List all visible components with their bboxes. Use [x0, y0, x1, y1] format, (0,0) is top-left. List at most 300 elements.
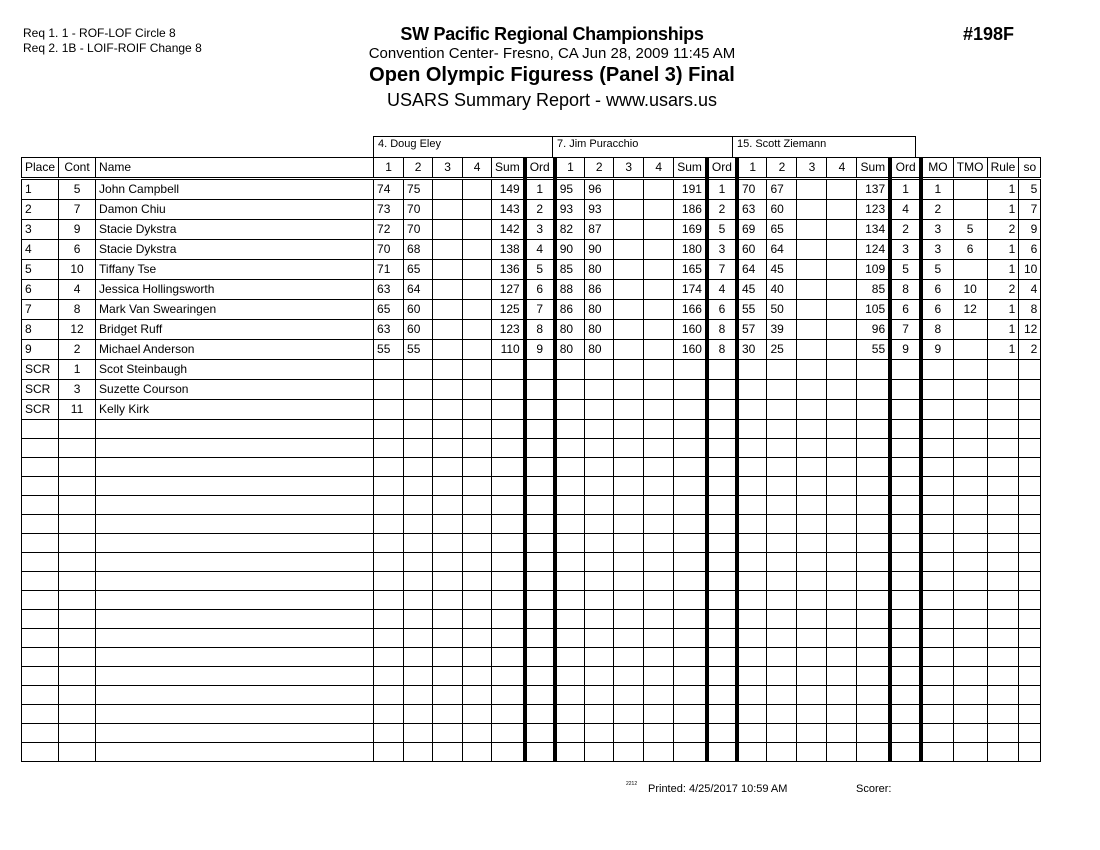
mo-cell: 3 — [921, 220, 953, 240]
judge1-score-4 — [463, 200, 492, 220]
empty-cell — [674, 572, 707, 591]
empty-cell — [22, 572, 59, 591]
empty-cell — [737, 743, 767, 762]
empty-cell — [857, 420, 890, 439]
empty-cell — [707, 496, 737, 515]
judge2-ordinal: 5 — [707, 220, 737, 240]
judge3-score-4 — [827, 200, 857, 220]
empty-cell — [707, 629, 737, 648]
empty-cell — [890, 477, 921, 496]
cont-cell: 7 — [59, 200, 96, 220]
empty-cell — [674, 686, 707, 705]
empty-cell — [22, 420, 59, 439]
judge2-score-4 — [644, 400, 674, 420]
judge3-score-4 — [827, 400, 857, 420]
rule-cell: 1 — [987, 320, 1019, 340]
empty-cell — [767, 686, 797, 705]
cont-cell: 2 — [59, 340, 96, 360]
judge1-sum: 138 — [492, 240, 525, 260]
judge2-ordinal — [707, 380, 737, 400]
judge1-score-1: 70 — [374, 240, 404, 260]
empty-cell — [59, 667, 96, 686]
judge3-sum: 105 — [857, 300, 890, 320]
empty-cell — [1019, 534, 1041, 553]
empty-cell — [555, 686, 585, 705]
empty-cell — [404, 515, 433, 534]
judge1-score-3 — [433, 380, 463, 400]
judge3-sum — [857, 400, 890, 420]
empty-cell — [644, 610, 674, 629]
empty-cell — [953, 629, 987, 648]
tmo-cell — [953, 340, 987, 360]
empty-cell — [921, 534, 953, 553]
empty-cell — [987, 458, 1019, 477]
empty-cell — [953, 572, 987, 591]
empty-cell — [987, 686, 1019, 705]
empty-cell — [59, 515, 96, 534]
judge2-score-3 — [614, 300, 644, 320]
empty-cell — [921, 439, 953, 458]
name-cell: Stacie Dykstra — [96, 240, 374, 260]
empty-cell — [374, 705, 404, 724]
empty-cell — [797, 534, 827, 553]
empty-cell — [614, 686, 644, 705]
empty-cell — [707, 705, 737, 724]
judge2-score-3 — [614, 179, 644, 200]
judge2-sum — [674, 380, 707, 400]
empty-cell — [827, 724, 857, 743]
empty-cell — [404, 610, 433, 629]
place-cell: 8 — [22, 320, 59, 340]
empty-cell — [890, 591, 921, 610]
col-j2-1: 1 — [555, 158, 585, 179]
judge3-ordinal: 4 — [890, 200, 921, 220]
judge1-score-2: 68 — [404, 240, 433, 260]
judge3-score-2: 40 — [767, 280, 797, 300]
empty-cell — [555, 648, 585, 667]
empty-cell — [953, 534, 987, 553]
cont-cell: 4 — [59, 280, 96, 300]
empty-cell — [492, 572, 525, 591]
place-cell: 3 — [22, 220, 59, 240]
cont-cell: 5 — [59, 179, 96, 200]
empty-cell — [644, 705, 674, 724]
empty-cell — [492, 477, 525, 496]
empty-cell — [953, 705, 987, 724]
empty-cell — [987, 439, 1019, 458]
judge1-score-4 — [463, 260, 492, 280]
empty-cell — [585, 705, 614, 724]
empty-cell — [953, 496, 987, 515]
judge3-ordinal: 7 — [890, 320, 921, 340]
empty-cell — [404, 439, 433, 458]
judge1-sum: 125 — [492, 300, 525, 320]
empty-cell — [797, 705, 827, 724]
empty-cell — [890, 439, 921, 458]
place-cell: 5 — [22, 260, 59, 280]
judge3-score-1 — [737, 380, 767, 400]
judge2-score-1: 80 — [555, 340, 585, 360]
col-j2-ord: Ord — [707, 158, 737, 179]
judge1-score-1 — [374, 360, 404, 380]
empty-cell — [674, 515, 707, 534]
empty-cell — [22, 667, 59, 686]
judge3-score-2 — [767, 380, 797, 400]
empty-cell — [921, 515, 953, 534]
judge2-sum — [674, 360, 707, 380]
mo-cell: 8 — [921, 320, 953, 340]
empty-cell — [463, 496, 492, 515]
judge-header-3: 15. Scott Ziemann — [732, 136, 916, 157]
col-j3-3: 3 — [797, 158, 827, 179]
judge1-score-4 — [463, 360, 492, 380]
empty-cell — [585, 477, 614, 496]
table-row — [22, 380, 1041, 400]
empty-cell — [674, 553, 707, 572]
empty-cell — [644, 591, 674, 610]
judge2-score-3 — [614, 340, 644, 360]
empty-cell — [827, 439, 857, 458]
empty-cell — [585, 572, 614, 591]
table-row — [22, 280, 1041, 300]
judge1-score-3 — [433, 240, 463, 260]
empty-cell — [614, 553, 644, 572]
empty-cell — [433, 477, 463, 496]
judge1-score-4 — [463, 400, 492, 420]
empty-cell — [22, 629, 59, 648]
empty-cell — [827, 477, 857, 496]
judge3-score-1 — [737, 400, 767, 420]
empty-cell — [921, 610, 953, 629]
empty-cell — [374, 572, 404, 591]
empty-cell — [585, 458, 614, 477]
empty-cell — [707, 515, 737, 534]
header-row — [22, 158, 1041, 179]
empty-cell — [374, 667, 404, 686]
judge1-score-1: 63 — [374, 320, 404, 340]
empty-cell — [987, 420, 1019, 439]
so-cell — [1019, 380, 1041, 400]
empty-cell — [492, 610, 525, 629]
empty-cell — [987, 648, 1019, 667]
empty-cell — [433, 610, 463, 629]
judge1-score-3 — [433, 220, 463, 240]
empty-cell — [890, 496, 921, 515]
empty-cell — [644, 439, 674, 458]
empty-cell — [857, 515, 890, 534]
empty-cell — [890, 724, 921, 743]
requirement-1: Req 1. 1 - ROF-LOF Circle 8 — [23, 26, 176, 40]
empty-cell — [827, 534, 857, 553]
empty-cell — [674, 477, 707, 496]
judge3-score-4 — [827, 260, 857, 280]
cont-cell: 1 — [59, 360, 96, 380]
footer-code: 2212 — [626, 781, 638, 787]
empty-cell — [614, 667, 644, 686]
judge3-score-2: 25 — [767, 340, 797, 360]
tmo-cell: 12 — [953, 300, 987, 320]
judge1-sum: 110 — [492, 340, 525, 360]
empty-cell — [22, 610, 59, 629]
empty-cell — [59, 534, 96, 553]
empty-cell — [921, 572, 953, 591]
empty-cell — [921, 648, 953, 667]
empty-cell — [404, 743, 433, 762]
judge1-ordinal — [525, 380, 555, 400]
empty-cell — [921, 553, 953, 572]
empty-cell — [374, 553, 404, 572]
so-cell: 6 — [1019, 240, 1041, 260]
empty-cell — [953, 648, 987, 667]
empty-cell — [59, 477, 96, 496]
judge2-score-1: 80 — [555, 320, 585, 340]
judge1-score-4 — [463, 280, 492, 300]
empty-cell — [767, 496, 797, 515]
judge3-ordinal: 3 — [890, 240, 921, 260]
empty-cell — [707, 648, 737, 667]
empty-cell — [767, 439, 797, 458]
tmo-cell: 10 — [953, 280, 987, 300]
empty-cell — [374, 534, 404, 553]
empty-cell — [463, 629, 492, 648]
empty-cell — [492, 420, 525, 439]
empty-cell — [890, 610, 921, 629]
judge1-score-4 — [463, 320, 492, 340]
empty-cell — [614, 458, 644, 477]
empty-cell — [463, 591, 492, 610]
judge1-score-1: 71 — [374, 260, 404, 280]
empty-cell — [585, 534, 614, 553]
empty-cell — [433, 629, 463, 648]
empty-cell — [987, 724, 1019, 743]
empty-cell — [1019, 477, 1041, 496]
empty-cell — [614, 705, 644, 724]
empty-cell — [59, 591, 96, 610]
empty-cell — [797, 477, 827, 496]
empty-cell — [890, 686, 921, 705]
col-j3-sum: Sum — [857, 158, 890, 179]
empty-cell — [22, 648, 59, 667]
empty-cell — [22, 591, 59, 610]
so-cell — [1019, 400, 1041, 420]
judge2-score-4 — [644, 220, 674, 240]
empty-cell — [827, 591, 857, 610]
empty-cell — [797, 572, 827, 591]
rule-cell — [987, 380, 1019, 400]
empty-cell — [953, 458, 987, 477]
judge1-ordinal: 9 — [525, 340, 555, 360]
judge2-score-4 — [644, 300, 674, 320]
empty-row — [22, 667, 1041, 686]
rule-cell: 1 — [987, 240, 1019, 260]
judge2-score-1 — [555, 360, 585, 380]
empty-cell — [404, 629, 433, 648]
empty-cell — [555, 515, 585, 534]
empty-cell — [96, 610, 374, 629]
empty-cell — [614, 743, 644, 762]
place-cell: 9 — [22, 340, 59, 360]
judge3-score-4 — [827, 340, 857, 360]
judge2-score-4 — [644, 260, 674, 280]
empty-cell — [644, 420, 674, 439]
judge2-score-1: 86 — [555, 300, 585, 320]
empty-cell — [404, 420, 433, 439]
judge1-ordinal: 2 — [525, 200, 555, 220]
empty-cell — [1019, 420, 1041, 439]
judge3-score-4 — [827, 220, 857, 240]
empty-cell — [767, 743, 797, 762]
empty-cell — [22, 496, 59, 515]
empty-cell — [797, 496, 827, 515]
empty-cell — [525, 743, 555, 762]
cont-cell: 6 — [59, 240, 96, 260]
name-cell: Mark Van Swearingen — [96, 300, 374, 320]
empty-cell — [614, 420, 644, 439]
judge3-ordinal: 6 — [890, 300, 921, 320]
judge1-score-1 — [374, 380, 404, 400]
judge2-ordinal: 6 — [707, 300, 737, 320]
so-cell: 10 — [1019, 260, 1041, 280]
tmo-cell — [953, 200, 987, 220]
col-place: Place — [22, 158, 59, 179]
judge3-score-3 — [797, 360, 827, 380]
empty-cell — [525, 686, 555, 705]
cont-cell: 11 — [59, 400, 96, 420]
empty-cell — [492, 667, 525, 686]
empty-cell — [797, 591, 827, 610]
judge1-sum: 136 — [492, 260, 525, 280]
empty-cell — [404, 591, 433, 610]
empty-cell — [525, 420, 555, 439]
empty-cell — [797, 420, 827, 439]
mo-cell — [921, 380, 953, 400]
empty-cell — [585, 648, 614, 667]
empty-cell — [890, 458, 921, 477]
col-j2-2: 2 — [585, 158, 614, 179]
col-j3-ord: Ord — [890, 158, 921, 179]
empty-cell — [433, 743, 463, 762]
empty-cell — [585, 591, 614, 610]
empty-cell — [987, 515, 1019, 534]
mo-cell: 9 — [921, 340, 953, 360]
empty-cell — [707, 534, 737, 553]
table-row — [22, 220, 1041, 240]
col-rule: Rule — [987, 158, 1019, 179]
empty-cell — [890, 667, 921, 686]
empty-cell — [614, 496, 644, 515]
judge3-sum: 134 — [857, 220, 890, 240]
empty-cell — [555, 629, 585, 648]
empty-cell — [555, 572, 585, 591]
judge1-score-1: 63 — [374, 280, 404, 300]
empty-cell — [555, 496, 585, 515]
empty-cell — [1019, 667, 1041, 686]
judge2-sum: 160 — [674, 340, 707, 360]
judge1-score-2 — [404, 360, 433, 380]
judge1-ordinal: 8 — [525, 320, 555, 340]
empty-cell — [987, 572, 1019, 591]
name-cell: Jessica Hollingsworth — [96, 280, 374, 300]
empty-cell — [890, 743, 921, 762]
judge1-score-4 — [463, 240, 492, 260]
name-cell: Bridget Ruff — [96, 320, 374, 340]
empty-cell — [374, 458, 404, 477]
judge2-score-2 — [585, 380, 614, 400]
empty-cell — [585, 553, 614, 572]
judge3-ordinal — [890, 360, 921, 380]
empty-cell — [767, 705, 797, 724]
empty-cell — [674, 705, 707, 724]
judge2-score-3 — [614, 360, 644, 380]
empty-cell — [857, 534, 890, 553]
judge1-score-4 — [463, 300, 492, 320]
empty-cell — [953, 439, 987, 458]
empty-cell — [1019, 591, 1041, 610]
judge1-ordinal: 7 — [525, 300, 555, 320]
judge3-ordinal — [890, 380, 921, 400]
empty-cell — [857, 705, 890, 724]
empty-cell — [555, 458, 585, 477]
empty-cell — [890, 648, 921, 667]
judge2-score-3 — [614, 240, 644, 260]
empty-cell — [555, 610, 585, 629]
empty-cell — [22, 515, 59, 534]
empty-cell — [374, 515, 404, 534]
empty-cell — [890, 515, 921, 534]
empty-cell — [492, 515, 525, 534]
empty-cell — [555, 439, 585, 458]
empty-cell — [987, 667, 1019, 686]
judge3-score-1: 64 — [737, 260, 767, 280]
so-cell: 12 — [1019, 320, 1041, 340]
empty-cell — [555, 724, 585, 743]
empty-cell — [737, 629, 767, 648]
empty-cell — [797, 458, 827, 477]
empty-cell — [525, 553, 555, 572]
judge1-sum: 142 — [492, 220, 525, 240]
empty-cell — [59, 553, 96, 572]
empty-cell — [433, 591, 463, 610]
empty-cell — [921, 458, 953, 477]
so-cell: 7 — [1019, 200, 1041, 220]
empty-row — [22, 496, 1041, 515]
judge1-score-2 — [404, 380, 433, 400]
empty-cell — [737, 439, 767, 458]
empty-cell — [987, 534, 1019, 553]
empty-cell — [525, 477, 555, 496]
place-cell: SCR — [22, 400, 59, 420]
judge1-ordinal: 1 — [525, 179, 555, 200]
empty-cell — [921, 629, 953, 648]
empty-cell — [953, 420, 987, 439]
empty-cell — [614, 724, 644, 743]
empty-cell — [827, 553, 857, 572]
judge2-sum: 186 — [674, 200, 707, 220]
empty-row — [22, 553, 1041, 572]
judge2-score-3 — [614, 200, 644, 220]
judge2-score-1: 90 — [555, 240, 585, 260]
empty-cell — [737, 610, 767, 629]
requirement-2: Req 2. 1B - LOIF-ROIF Change 8 — [23, 41, 202, 55]
place-cell: SCR — [22, 380, 59, 400]
place-cell: 2 — [22, 200, 59, 220]
empty-cell — [22, 553, 59, 572]
empty-row — [22, 572, 1041, 591]
judge2-score-3 — [614, 260, 644, 280]
empty-cell — [707, 591, 737, 610]
empty-cell — [767, 458, 797, 477]
judge3-score-1 — [737, 360, 767, 380]
